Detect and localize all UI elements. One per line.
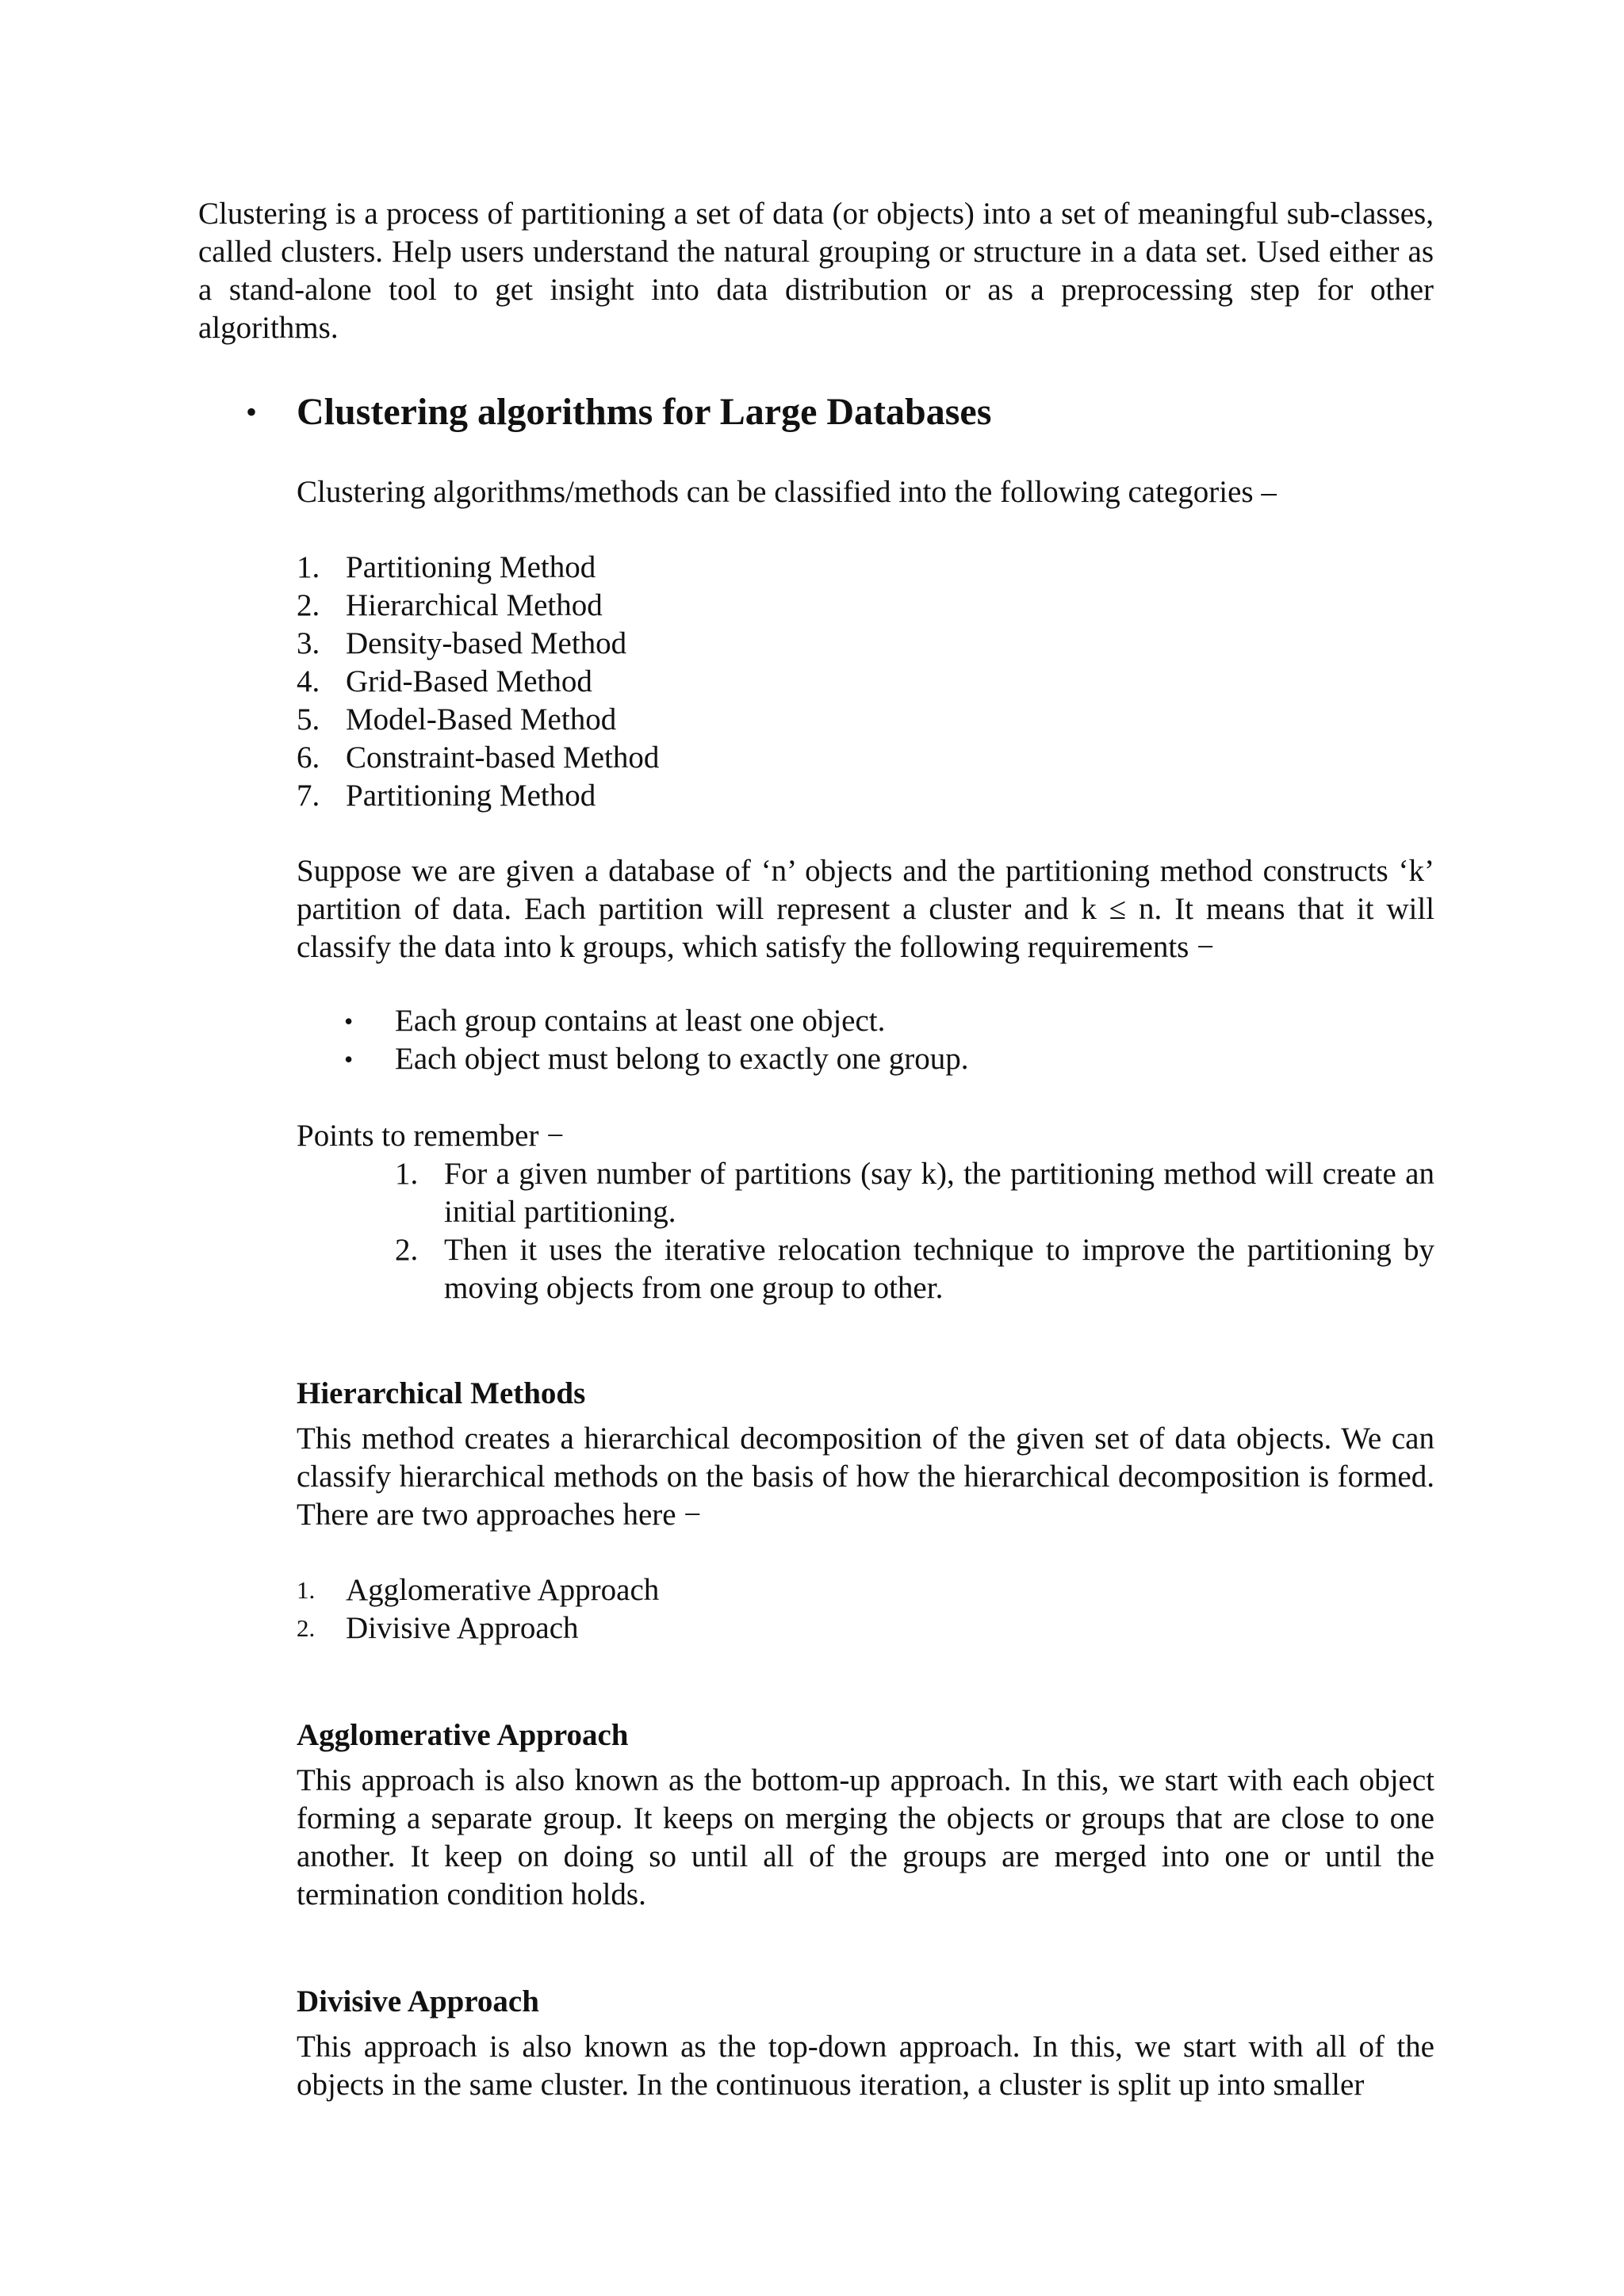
list-item-label: For a given number of partitions (say k), the partitioning method will create an initial partitioning. — [444, 1157, 1434, 1229]
hierarchical-heading: Hierarchical Methods — [297, 1376, 586, 1410]
list-item — [297, 549, 1248, 587]
list-item-label: Partitioning Method — [346, 779, 596, 813]
list-item — [297, 663, 1248, 701]
list-item — [297, 739, 1248, 777]
list-item-label: Constraint-based Method — [346, 740, 660, 775]
list-item — [395, 1231, 1434, 1307]
list-number: 7. — [297, 779, 320, 813]
list-item-label: Agglomerative Approach — [346, 1573, 660, 1607]
list-number: 4. — [297, 664, 320, 698]
points-title: Points to remember − — [297, 1119, 565, 1153]
list-item — [297, 1040, 1327, 1078]
list-item — [297, 1571, 1090, 1609]
list-item — [297, 1002, 1327, 1040]
section-heading-text: Clustering algorithms for Large Databases — [297, 391, 992, 433]
list-item — [297, 625, 1248, 663]
list-item-label: Each object must belong to exactly one group. — [395, 1042, 969, 1076]
requirement-list — [297, 1002, 1327, 1078]
agglomerative-heading: Agglomerative Approach — [297, 1718, 629, 1752]
list-item-label: Divisive Approach — [346, 1611, 579, 1645]
list-item-label: Model-Based Method — [346, 702, 617, 737]
list-item — [395, 1155, 1434, 1231]
list-item — [297, 587, 1248, 625]
bullet-icon: • — [344, 1045, 354, 1073]
list-number: 3. — [297, 626, 320, 660]
list-item-label: Density-based Method — [346, 626, 627, 660]
list-number: 2. — [395, 1233, 419, 1267]
list-item — [297, 777, 1248, 815]
bullet-icon: • — [246, 394, 258, 430]
list-number: 6. — [297, 740, 320, 775]
approach-list — [297, 1571, 1090, 1647]
list-item-label: Each group contains at least one object. — [395, 1004, 886, 1038]
agglomerative-paragraph: This approach is also known as the bottom-up approach. In this, we start with each object forming a separate group. It keeps on merging the objects or groups that are close to one another. It keep on doing so until all of the groups are merged into one or until the termination condition holds. — [297, 1763, 1434, 1911]
list-item-label: Hierarchical Method — [346, 588, 603, 622]
suppose-paragraph: Suppose we are given a database of ‘n’ objects and the partitioning method constructs ‘k’ partition of data. Each partition will represent a cluster and k ≤ n. It means that it will classify the data into k groups, which satisfy the following requirements − — [297, 854, 1434, 964]
list-item — [297, 701, 1248, 739]
list-number: 1. — [297, 1576, 316, 1604]
category-list — [297, 549, 1248, 815]
list-item — [297, 1609, 1090, 1647]
hierarchical-paragraph: This method creates a hierarchical decomposition of the given set of data objects. We can classify hierarchical methods on the basis of how the hierarchical decomposition is formed. There are two approaches here − — [297, 1422, 1434, 1532]
divisive-heading: Divisive Approach — [297, 1984, 539, 2019]
list-number: 5. — [297, 702, 320, 737]
intro-paragraph: Clustering is a process of partitioning a set of data (or objects) into a set of meaningful sub-classes, called clusters. Help users understand the natural grouping or structure in a data set. Used either as a stand-alone tool to get insight into data distribution or as a preprocessing step for other algorithms. — [198, 197, 1434, 345]
divisive-paragraph: This approach is also known as the top-down approach. In this, we start with all of the objects in the same cluster. In the continuous iteration, a cluster is split up into smaller — [297, 2030, 1434, 2102]
points-list — [395, 1155, 1434, 1307]
list-item-label: Partitioning Method — [346, 550, 596, 584]
bullet-icon: • — [344, 1007, 354, 1035]
categories-intro: Clustering algorithms/methods can be classified into the following categories – — [297, 475, 1277, 509]
list-item-label: Grid-Based Method — [346, 664, 592, 698]
section-heading — [246, 387, 1435, 438]
list-number: 1. — [395, 1157, 419, 1191]
list-number: 2. — [297, 1614, 316, 1642]
list-number: 1. — [297, 550, 320, 584]
list-number: 2. — [297, 588, 320, 622]
list-item-label: Then it uses the iterative relocation technique to improve the partitioning by moving objects from one group to other. — [444, 1233, 1434, 1305]
